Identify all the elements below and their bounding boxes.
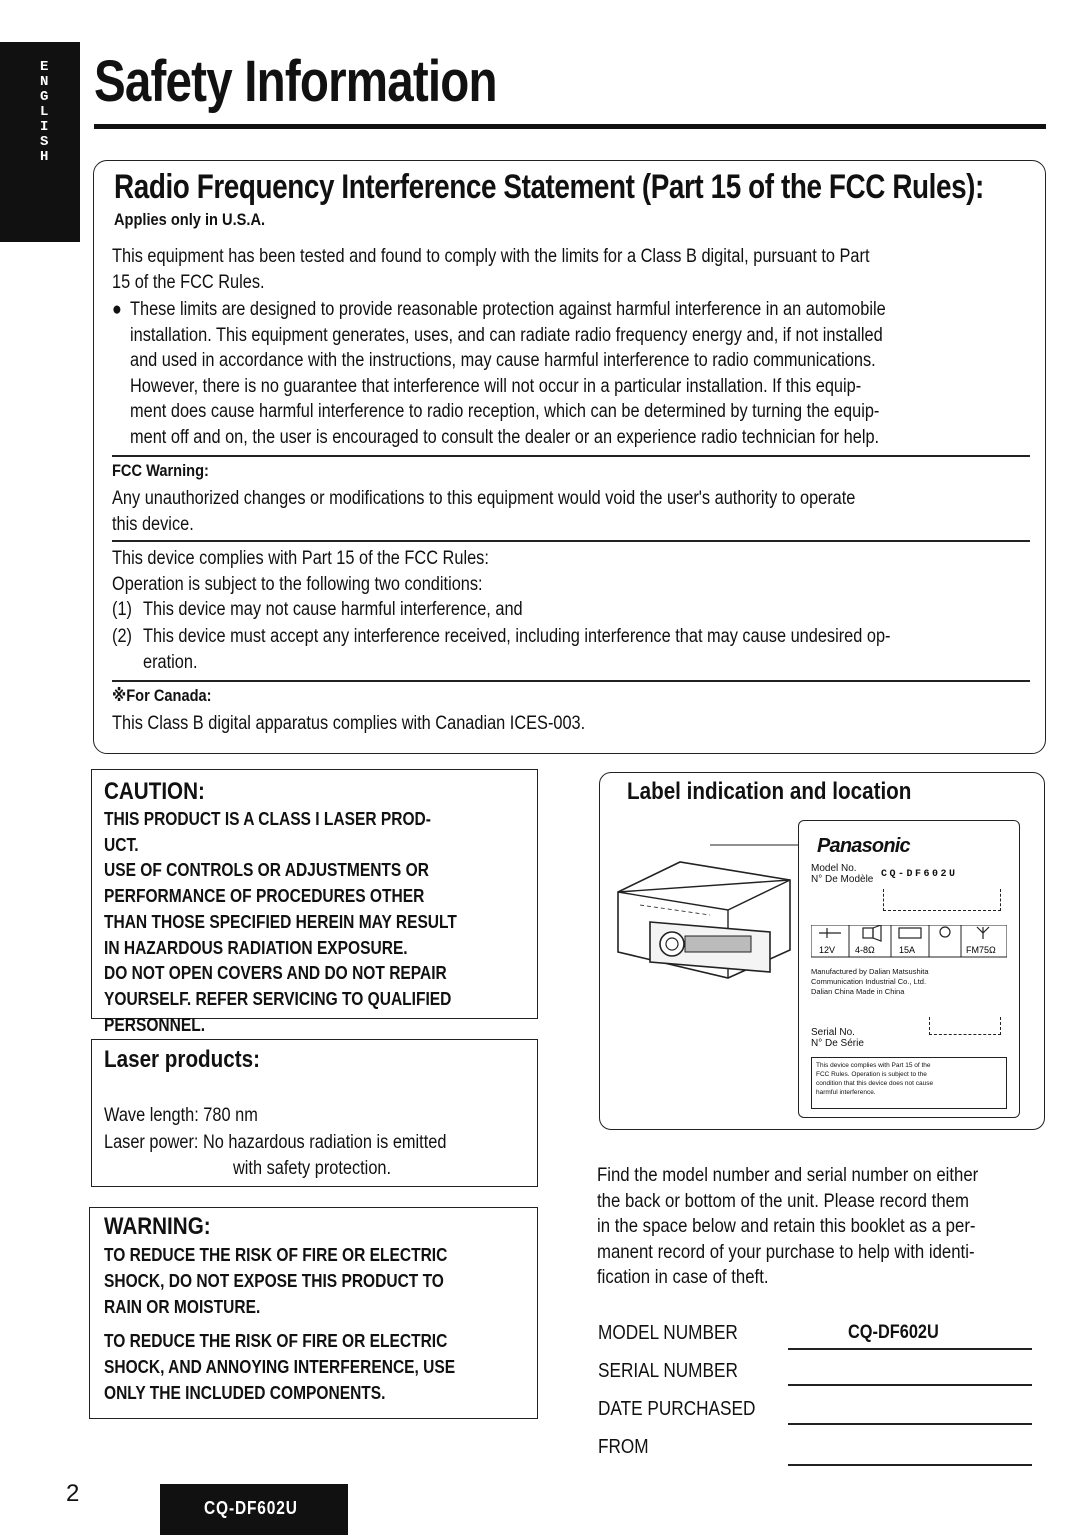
warning-line: SHOCK, AND ANNOYING INTERFERENCE, USE xyxy=(104,1356,456,1377)
canada-text: This Class B digital apparatus complies with Canadian ICES-003. xyxy=(112,713,586,734)
rfi-bullet-line: ment does cause harmful interference to radio reception, which can be determined by turning the equip- xyxy=(130,401,880,422)
caution-line: DO NOT OPEN COVERS AND DO NOT REPAIR xyxy=(104,962,447,984)
condition-number: (2) xyxy=(112,626,132,647)
caution-line: IN HAZARDOUS RADIATION EXPOSURE. xyxy=(104,936,408,958)
spec-antenna: FM75Ω xyxy=(966,945,996,955)
bullet-icon: ● xyxy=(112,299,122,320)
footer-model: CQ-DF602U xyxy=(204,1498,298,1518)
caution-title: CAUTION: xyxy=(104,778,205,805)
serial-no-label-fr: N° De Série xyxy=(811,1038,864,1049)
condition-text: This device must accept any interference received, including interference that may cause undesired op- xyxy=(143,626,891,647)
date-purchased-line[interactable] xyxy=(788,1423,1032,1425)
condition-number: (1) xyxy=(112,599,132,620)
rfi-intro-line: This equipment has been tested and found to comply with the limits for a Class B digital, pursuant to Part xyxy=(112,246,870,267)
fcc-warning-heading: FCC Warning: xyxy=(112,461,209,480)
warning-line: TO REDUCE THE RISK OF FIRE OR ELECTRIC xyxy=(104,1330,448,1351)
model-code: CQ-DF602U xyxy=(881,869,958,880)
product-label-sticker xyxy=(798,820,1020,1118)
record-intro-line: Find the model number and serial number on either xyxy=(597,1164,979,1186)
complies-line: This device complies with Part 15 of the FCC Rules: xyxy=(112,548,489,569)
section-divider xyxy=(112,680,1030,682)
fcc-small-line: harmful interference. xyxy=(816,1089,876,1096)
complies-line: Operation is subject to the following two conditions: xyxy=(112,573,483,595)
tab-letter: H xyxy=(40,149,49,165)
date-purchased-label: DATE PURCHASED xyxy=(598,1398,756,1420)
fcc-warning-line: this device. xyxy=(112,513,194,535)
condition-text: eration. xyxy=(143,651,198,673)
spec-icons-row xyxy=(811,925,1007,959)
language-tab xyxy=(0,42,80,242)
caution-line: YOURSELF. REFER SERVICING TO QUALIFIED xyxy=(104,987,452,1009)
caution-line: UCT. xyxy=(104,833,139,855)
from-label: FROM xyxy=(598,1436,649,1458)
spec-current: 15A xyxy=(899,945,916,955)
rfi-bullet-line: ment off and on, the user is encouraged to consult the dealer or an experience radio technician for help. xyxy=(130,426,880,448)
warning-line: ONLY THE INCLUDED COMPONENTS. xyxy=(104,1382,386,1403)
applies-note: Applies only in U.S.A. xyxy=(114,210,266,229)
warning-title: WARNING: xyxy=(104,1213,211,1240)
fcc-small-line: FCC Rules. Operation is subject to the xyxy=(816,1071,927,1078)
car-stereo-illustration xyxy=(610,840,800,990)
tab-letter: N xyxy=(40,74,49,90)
serial-number-line[interactable] xyxy=(788,1384,1032,1386)
section-divider xyxy=(112,540,1030,542)
model-number-label: MODEL NUMBER xyxy=(598,1322,738,1344)
model-no-label xyxy=(811,863,873,885)
language-tab-letters xyxy=(40,60,48,165)
tab-letter: I xyxy=(40,119,49,135)
model-no-label-fr: N° De Modèle xyxy=(811,874,874,885)
spec-impedance: 4-8Ω xyxy=(855,945,875,955)
serial-number-label: SERIAL NUMBER xyxy=(598,1360,738,1382)
from-line[interactable] xyxy=(788,1464,1032,1466)
rfi-bullet-line: These limits are designed to provide reasonable protection against harmful interference in an automobile xyxy=(130,299,886,320)
footer-model-tab xyxy=(160,1484,348,1535)
brand-logo: Panasonic xyxy=(817,835,910,857)
serial-no-label xyxy=(811,1027,864,1049)
condition-text: This device may not cause harmful interference, and xyxy=(143,599,523,620)
serial-entry-box xyxy=(929,1017,1001,1035)
tab-letter: E xyxy=(40,59,49,75)
serial-no-label-en: Serial No. xyxy=(811,1027,855,1038)
maker-line: Dalian China Made in China xyxy=(811,987,905,996)
laser-wave-length: Wave length: 780 nm xyxy=(104,1105,258,1126)
record-intro-line: fication in case of theft. xyxy=(597,1266,769,1288)
model-entry-box xyxy=(883,889,1001,911)
caution-line: PERSONNEL. xyxy=(104,1013,206,1035)
caution-line: THIS PRODUCT IS A CLASS I LASER PROD- xyxy=(104,808,431,829)
caution-line: PERFORMANCE OF PROCEDURES OTHER xyxy=(104,885,425,907)
rfi-bullet-line: and used in accordance with the instructions, may cause harmful interference to radio communications. xyxy=(130,350,876,371)
section-divider xyxy=(112,455,1030,457)
fcc-small-line: condition that this device does not cause xyxy=(816,1080,934,1087)
maker-line: Communication Industrial Co., Ltd. xyxy=(811,977,927,986)
laser-power: with safety protection. xyxy=(233,1158,392,1179)
maker-info xyxy=(811,967,929,997)
rfi-heading: Radio Frequency Interference Statement (Part 15 of the FCC Rules): xyxy=(114,168,984,206)
label-location-title: Label indication and location xyxy=(627,778,912,805)
fcc-warning-line: Any unauthorized changes or modifications to this equipment would void the user's authority to operate xyxy=(112,488,856,509)
tab-letter: L xyxy=(40,104,49,120)
laser-power: Laser power: No hazardous radiation is emitted xyxy=(104,1132,447,1153)
record-intro-line: in the space below and retain this booklet as a per- xyxy=(597,1215,976,1237)
fcc-small-line: This device complies with Part 15 of the xyxy=(816,1062,931,1069)
model-number-line[interactable] xyxy=(788,1348,1032,1350)
fcc-small-notice xyxy=(811,1057,1007,1109)
rfi-intro-line: 15 of the FCC Rules. xyxy=(112,271,265,293)
maker-line: Manufactured by Dalian Matsushita xyxy=(811,967,929,976)
record-intro-line: manent record of your purchase to help with identi- xyxy=(597,1240,975,1263)
model-no-label-en: Model No. xyxy=(811,863,857,874)
warning-line: TO REDUCE THE RISK OF FIRE OR ELECTRIC xyxy=(104,1244,448,1265)
model-number-value: CQ-DF602U xyxy=(848,1322,939,1343)
warning-line: SHOCK, DO NOT EXPOSE THIS PRODUCT TO xyxy=(104,1270,444,1291)
title-divider xyxy=(94,124,1046,129)
rfi-bullet-line: installation. This equipment generates, uses, and can radiate radio frequency energy and, if not installed xyxy=(130,324,883,346)
tab-letter: G xyxy=(40,89,49,105)
tab-letter: S xyxy=(40,134,49,150)
caution-line: USE OF CONTROLS OR ADJUSTMENTS OR xyxy=(104,859,429,881)
laser-title: Laser products: xyxy=(104,1046,260,1073)
rfi-bullet-line: However, there is no guarantee that interference will not occur in a particular installation. If this equip- xyxy=(130,375,862,397)
spec-voltage: 12V xyxy=(819,945,836,955)
record-intro-line: the back or bottom of the unit. Please record them xyxy=(597,1189,969,1212)
canada-heading: ※For Canada: xyxy=(112,686,212,705)
caution-line: THAN THOSE SPECIFIED HEREIN MAY RESULT xyxy=(104,910,457,932)
warning-line: RAIN OR MOISTURE. xyxy=(104,1296,261,1317)
page-number: 2 xyxy=(66,1480,80,1507)
page-title: Safety Information xyxy=(94,49,497,114)
